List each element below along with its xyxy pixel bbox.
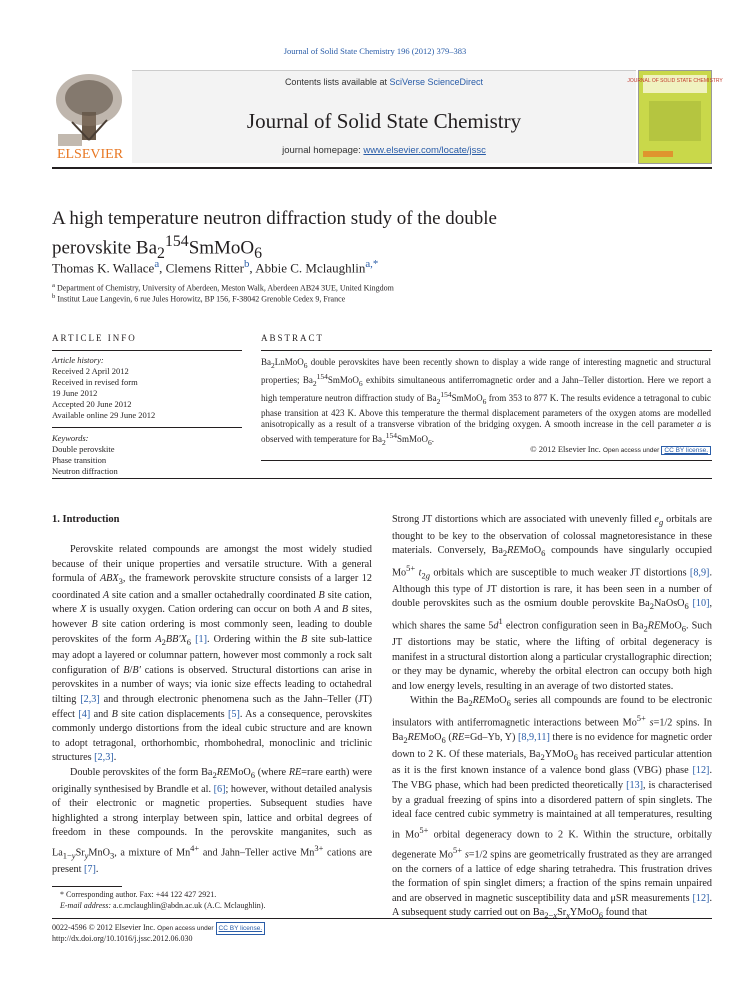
contents-prefix: Contents lists available at [284, 77, 390, 87]
journal-masthead [52, 70, 723, 162]
homepage-link[interactable]: www.elsevier.com/locate/jssc [363, 145, 486, 156]
publisher-wordmark: ELSEVIER [56, 147, 124, 162]
footer-cc-by-license-link[interactable]: CC BY license. [216, 922, 266, 935]
info-rule [52, 350, 242, 351]
history-line: Received in revised form [52, 377, 138, 387]
journal-cover-thumbnail [627, 70, 723, 164]
email-note [60, 900, 265, 911]
footer-rule [52, 918, 712, 919]
journal-name: Journal of Solid State Chemistry [246, 109, 522, 133]
elsevier-logo [52, 70, 128, 162]
corresponding-author-note: * Corresponding author. Fax: +44 122 427 2921. [60, 890, 217, 899]
article-info [52, 355, 242, 477]
cc-by-license-link[interactable]: CC BY license. [661, 446, 711, 455]
email-address[interactable]: a.c.mclaughlin@abdn.ac.uk (A.C. Mclaughlin). [113, 901, 266, 910]
journal-reference[interactable]: Journal of Solid State Chemistry 196 (2012) 379–383 [283, 46, 467, 56]
section-heading-introduction: 1. Introduction [52, 514, 120, 525]
homepage-prefix: journal homepage: [282, 145, 364, 156]
body-left-column: Perovskite related compounds are amongst the most widely studied because of their unique properties and versatile structure. With a general formula of $ABX_3$, the framework perovskite structure consists of a larger 12 coordinated A site cation and a smaller octahedrally coordinated B site cation, where X is usually oxygen. Cation ordering can occur on both A and B sites, however B site cation ordering is most commonly seen, leading to double perovskites of the form $A_2BB'X_6$ [1]. Ordering within the B site sub-lattice may adopt a layered or columnar pattern, however most commonly a rock salt configuration of B/B′ cations is observed. Structural distortions can arise in perovskites in a number of ways; via ionic size effects leading to octahedral tilting [2,3] and through electronic phenomena such as the Jahn–Teller (JT) effect [4] and B site cation displacements [5]. As a consequence, perovskites commonly undergo distortions from the ideal cubic structure and are known to adopt tetragonal, orthorhombic, rhombohedral, monoclinic and triclinic structures [2,3]. Double perovskites of the form $Ba_2REMoO_6$ (where RE=rare earth) were originally synthesised by Brandle et al. [6]; however, without detailed analysis of their electronic or magnetic properties. Subsequent studies have highlighted a strong interplay between spin, lattice and orbital degrees of freedom in these compounds. In the perovskite manganites, such as $La_{1-y}Sr_yMnO_3$, a mixture of $Mn^{4+}$ and Jahn–Teller active $Mn^{3+}$ cations are present [7]. [52, 544, 373, 875]
copyright: © 2012 Elsevier Inc. [530, 444, 601, 454]
history-line: 19 June 2012 [52, 388, 98, 398]
abstract-copyright-line [261, 444, 711, 455]
abstract-heading: ABSTRACT [261, 333, 325, 343]
contents-line [132, 77, 636, 87]
keyword: Neutron diffraction [52, 466, 118, 476]
affiliation-b: $^b$ Institut Laue Langevin, 6 rue Jules Horowitz, BP 156, F-38042 Grenoble Cedex 9, France [52, 293, 346, 304]
footer-open-access-note: Open access under [157, 925, 214, 932]
cover-title: JOURNAL OF SOLID STATE CHEMISTRY [627, 78, 723, 84]
body-right-column: Strong JT distortions which are associated with unevenly filled $e_g$ orbitals are thought to be key to the observation of colossal magnetoresistance in these materials. Conversely, $Ba_2REMoO_6$ compounds have singularly occupied $Mo^{5+}$ $t_{2g}$ orbitals which are susceptible to much weaker JT distortions [8,9]. Although this type of JT distortion is rare, it has been seen in a number of double perovskites such as the osmium double perovskite $Ba_2NaOsO_6$ [10], which shares the same $5d^1$ electron configuration seen in $Ba_2REMoO_6$. Such JT distortions may be static, where the lifting of orbital degeneracy is manifest in a structural distortion along a particular crystallographic direction; or they may be dynamic, whereby the orbital electron can occupy both high and low energy levels, resulting in an average of two distorted states. Within the $Ba_2REMoO_6$ series all compounds are found to be electronic insulators with antiferromagnetic interactions between $Mo^{5+}$ s=1/2 spins. In $Ba_2REMoO_6$ (RE=Gd–Yb, Y) [8,9,11] there is no evidence for magnetic order down to 2 K. Of these materials, $Ba_2YMoO_6$ has received particular attention as it is the first known instance of a valence bond glass (VBG) phase [12]. The VBG phase, which had been predicted theoretically [13], is characterised by a gradual freezing of spins into a disordered pattern of spin singlets. The ideal face centred cubic symmetry is maintained at all temperatures, resulting in $Mo^{5+}$ orbital degeneracy down to 2 K. Within the structure, orbitally degenerate $Mo^{5+}$ s=1/2 spins are geometrically frustrated as they are arranged on the corners of a lattice of edge sharing tetrahedra. This frustration drives the formation of spin singlet dimers; a fraction of the spins remain unpaired and are observed in magnetic susceptibility data and μSR measurements [12]. A subsequent study carried out on $Ba_{2-x}Sr_xYMoO_6$ found that [392, 514, 713, 921]
sciencedirect-link[interactable]: SciVerse ScienceDirect [389, 77, 484, 87]
history-line: Accepted 20 June 2012 [52, 399, 132, 409]
history-line: Received 2 April 2012 [52, 366, 129, 376]
article-title: A high temperature neutron diffraction study of the double perovskite $Ba_2^{154}SmMoO_6$ [52, 208, 497, 263]
history-label: Article history: [52, 355, 104, 365]
author-list: Thomas K. Wallace$^a$, Clemens Ritter$^b$, Abbie C. Mclaughlin$^{a,*}$ [52, 258, 379, 276]
keywords-rule [52, 427, 242, 428]
affiliation-a: $^a$ Department of Chemistry, University of Aberdeen, Meston Walk, Aberdeen AB24 3UE, United Kingdom [52, 282, 394, 293]
homepage-line [132, 145, 636, 156]
article-info-heading: ARTICLE INFO [52, 333, 137, 343]
footnote-rule [52, 886, 122, 887]
email-label: E-mail address: [60, 901, 112, 910]
keyword: Double perovskite [52, 444, 115, 454]
issn-copyright: 0022-4596 © 2012 Elsevier Inc. [52, 923, 156, 932]
masthead-band [132, 70, 636, 163]
keyword: Phase transition [52, 455, 107, 465]
open-access-note: Open access under [602, 447, 660, 454]
masthead-rule [52, 167, 712, 169]
abstract-text: $Ba_2LnMoO_6$ double perovskites have been recently shown to display a wide range of interesting magnetic and structural properties; $Ba_2^{154}SmMoO_6$ exhibits simultaneous antiferromagnetic order and a Jahn–Teller distortion. Here we report a high temperature neutron diffraction study of $Ba_2^{154}SmMoO_6$ from 353 to 877 K. The results evidence a tetragonal to cubic phase transition at 423 K. Above this temperature the thermal displacement parameters of the oxygen atoms are modelled anisotropically as a result of a transverse vibration of the bridging oxygen. A smooth increase in the cell parameter a is observed with temperature for $Ba_2^{154}SmMoO_6$. [261, 357, 711, 448]
abstract-bottom-rule [261, 460, 712, 461]
body-rule [52, 478, 712, 479]
doi-link[interactable]: http://dx.doi.org/10.1016/j.jssc.2012.06.030 [52, 934, 193, 943]
abstract-rule [261, 350, 712, 351]
keywords-label: Keywords: [52, 433, 89, 443]
history-line: Available online 29 June 2012 [52, 410, 156, 420]
